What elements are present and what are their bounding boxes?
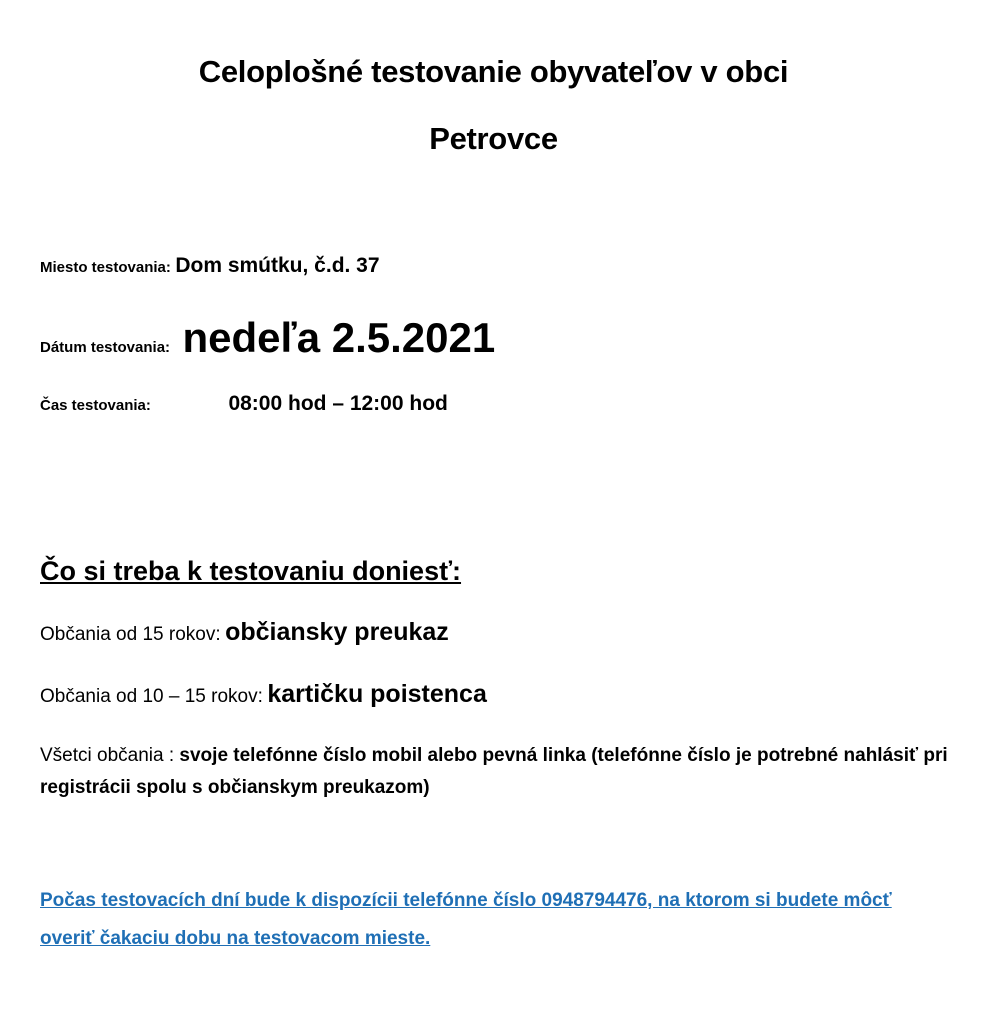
requirement-item [40,740,960,804]
requirement-item [40,618,449,647]
testing-place-value: Dom smútku, č.d. 37 [175,254,380,277]
requirement-value: občiansky preukaz [225,618,449,646]
testing-time-label: Čas testovania: [40,397,151,414]
waiting-time-phone-notice: Počas testovacích dní bude k dispozícii telefónne číslo 0948794476, na ktorom si budete môcť overiť čakaciu dobu na testovacom mieste. [40,890,892,949]
testing-date-row [40,314,495,362]
testing-time-row [40,392,448,416]
requirement-value: svoje telefónne číslo mobil alebo pevná linka (telefónne číslo je potrebné nahlásiť pri registrácii spolu s občianskym preukazom) [40,745,948,798]
testing-date-value: nedeľa 2.5.2021 [182,314,496,361]
testing-date-label: Dátum testovania: [40,339,171,356]
requirement-value: kartičku poistenca [267,680,487,708]
page-title-municipality: Petrovce [429,121,558,156]
requirement-label: Občania od 10 – 15 rokov: [40,686,263,707]
testing-time-value: 08:00 hod – 12:00 hod [228,392,448,415]
requirement-label: Všetci občania : [40,745,175,766]
page-title: Celoplošné testovanie obyvateľov v obci [198,54,789,89]
testing-place-row [40,254,380,278]
requirements-heading: Čo si treba k testovaniu doniesť: [40,556,462,586]
testing-place-label: Miesto testovania: [40,259,171,276]
requirement-item [40,680,487,709]
requirement-label: Občania od 15 rokov: [40,624,221,645]
